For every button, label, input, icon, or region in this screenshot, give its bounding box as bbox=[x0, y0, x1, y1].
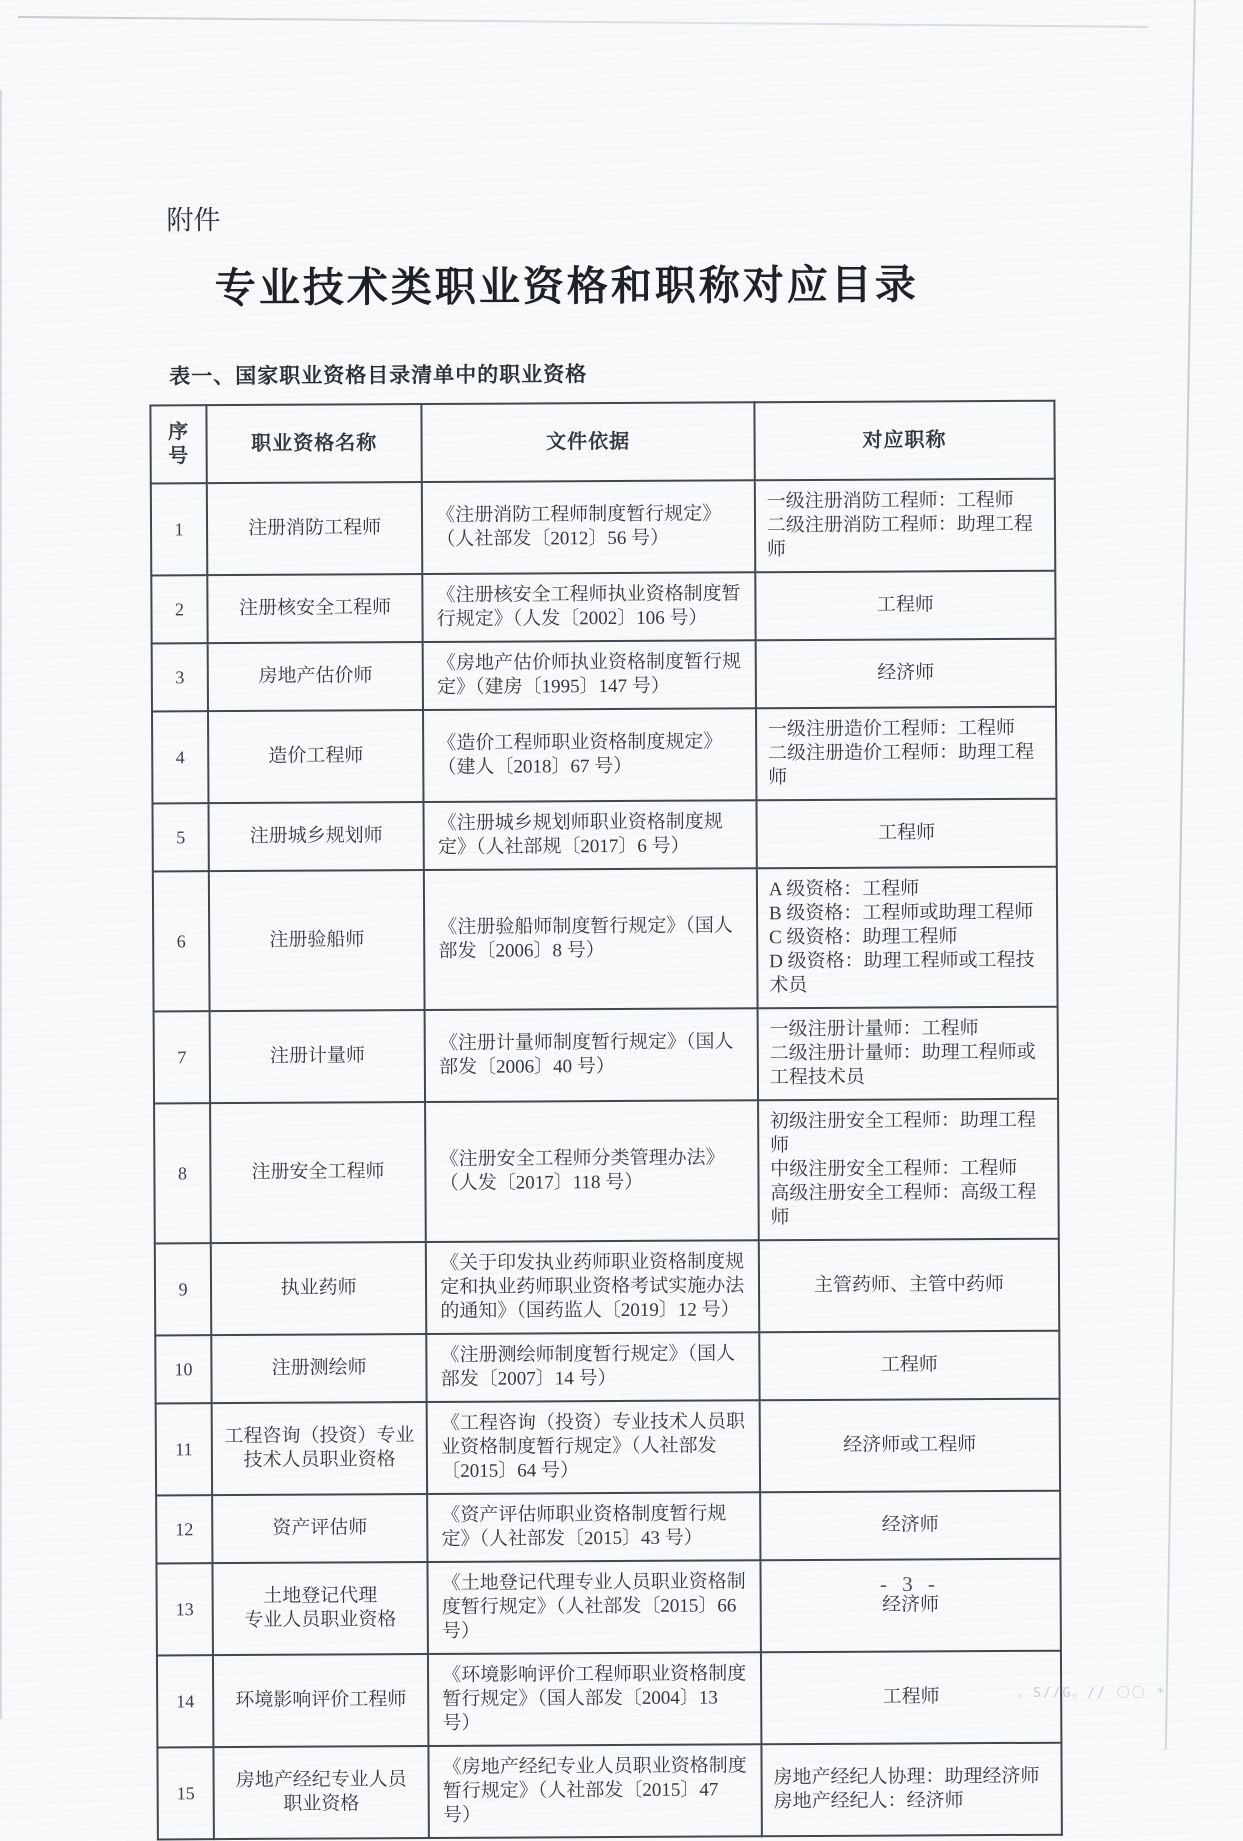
corresponding-title-cell: 工程师 bbox=[755, 571, 1055, 641]
qualification-name-cell: 注册安全工程师 bbox=[210, 1102, 426, 1243]
table-row bbox=[153, 867, 1058, 1012]
attachment-label: 附件 bbox=[166, 205, 221, 236]
table-row bbox=[156, 1491, 1060, 1564]
row-no-cell: 9 bbox=[155, 1243, 212, 1335]
document-basis-cell: 《注册安全工程师分类管理办法》（人发〔2017〕118 号） bbox=[425, 1100, 758, 1242]
table-row bbox=[154, 1007, 1058, 1104]
header-no: 序号 bbox=[150, 405, 206, 483]
corresponding-title-cell: 房地产经纪人协理：助理经济师 房地产经纪人：经济师 bbox=[761, 1743, 1062, 1837]
page-number: - 3 - bbox=[879, 1571, 941, 1597]
row-no-cell: 12 bbox=[156, 1495, 212, 1563]
qualification-name-cell: 土地登记代理 专业人员职业资格 bbox=[213, 1562, 429, 1655]
row-no-cell: 8 bbox=[154, 1103, 211, 1243]
document-basis-cell: 《注册验船师制度暂行规定》（国人部发〔2006〕8 号） bbox=[424, 868, 757, 1010]
qualification-name-cell: 注册核安全工程师 bbox=[207, 574, 422, 643]
qualification-name-cell: 造价工程师 bbox=[208, 710, 424, 803]
qualification-name-cell: 注册测绘师 bbox=[211, 1334, 426, 1403]
qualification-name-cell: 注册城乡规划师 bbox=[209, 802, 424, 871]
header-name: 职业资格名称 bbox=[206, 404, 422, 483]
corresponding-title-cell: 主管药师、主管中药师 bbox=[759, 1239, 1060, 1333]
row-no-cell: 4 bbox=[152, 711, 209, 803]
qualification-name-cell: 注册验船师 bbox=[209, 870, 425, 1011]
qualification-name-cell: 注册计量师 bbox=[210, 1010, 426, 1103]
row-no-cell: 14 bbox=[157, 1655, 214, 1747]
table-row bbox=[156, 1399, 1060, 1496]
qualification-name-cell: 房地产估价师 bbox=[208, 642, 423, 711]
row-no-cell: 6 bbox=[153, 871, 210, 1011]
scan-noise-marks: 。S//G。// 〇〇 * bbox=[1018, 1686, 1167, 1701]
document-basis-cell: 《房地产估价师执业资格制度暂行规定》（建房〔1995〕147 号） bbox=[423, 640, 756, 710]
table-row bbox=[155, 1239, 1059, 1336]
corresponding-title-cell: 一级注册造价工程师：工程师 二级注册造价工程师：助理工程师 bbox=[756, 707, 1057, 801]
row-no-cell: 11 bbox=[156, 1403, 213, 1495]
row-no-cell: 10 bbox=[155, 1335, 211, 1403]
qualification-name-cell: 房地产经纪专业人员 职业资格 bbox=[213, 1746, 429, 1839]
page-title: 专业技术类职业资格和职称对应目录 bbox=[214, 260, 919, 313]
corresponding-title-cell: 经济师或工程师 bbox=[759, 1399, 1060, 1493]
qualification-name-cell: 资产评估师 bbox=[212, 1494, 427, 1563]
qualification-name-cell: 环境影响评价工程师 bbox=[213, 1654, 429, 1747]
row-no-cell: 3 bbox=[152, 643, 208, 711]
table-row bbox=[152, 707, 1056, 804]
qualification-name-cell: 注册消防工程师 bbox=[207, 482, 423, 575]
corresponding-title-cell: 工程师 bbox=[756, 799, 1056, 869]
table-caption: 表一、国家职业资格目录清单中的职业资格 bbox=[169, 362, 588, 389]
header-basis: 文件依据 bbox=[422, 402, 755, 482]
row-no-cell: 15 bbox=[157, 1747, 214, 1839]
corresponding-title-cell: 经济师 bbox=[760, 1491, 1060, 1561]
table-row bbox=[152, 799, 1056, 872]
table-row bbox=[154, 1099, 1059, 1244]
corresponding-title-cell: A 级资格：工程师 B 级资格：工程师或助理工程师 C 级资格：助理工程师 D 级资格：助理工程师或工程技术员 bbox=[757, 867, 1058, 1009]
corresponding-title-cell: 一级注册消防工程师：工程师 二级注册消防工程师：助理工程师 bbox=[755, 479, 1056, 573]
table-row bbox=[155, 1331, 1059, 1404]
row-no-cell: 2 bbox=[151, 575, 207, 643]
header-title: 对应职称 bbox=[754, 401, 1055, 481]
qualification-name-cell: 执业药师 bbox=[211, 1242, 427, 1335]
document-basis-cell: 《注册城乡规划师职业资格制度规定》（人社部规〔2017〕6 号） bbox=[424, 800, 757, 870]
table-row bbox=[157, 1743, 1061, 1840]
table-row bbox=[151, 571, 1055, 644]
document-basis-cell: 《工程咨询（投资）专业技术人员职业资格制度暂行规定》（人社部发〔2015〕64 号） bbox=[427, 1400, 760, 1494]
row-no-cell: 7 bbox=[154, 1011, 211, 1103]
qualification-table bbox=[149, 400, 1063, 1841]
table-header-row bbox=[150, 401, 1054, 484]
document-basis-cell: 《土地登记代理专业人员职业资格制度暂行规定》（人社部发〔2015〕66 号） bbox=[428, 1560, 761, 1654]
document-basis-cell: 《资产评估师职业资格制度暂行规定》（人社部发〔2015〕43 号） bbox=[427, 1492, 760, 1562]
row-no-cell: 5 bbox=[152, 803, 208, 871]
row-no-cell: 13 bbox=[156, 1563, 213, 1655]
corresponding-title-cell: 初级注册安全工程师：助理工程师 中级注册安全工程师：工程师 高级注册安全工程师：高级工程师 bbox=[758, 1099, 1059, 1241]
qualification-name-cell: 工程咨询（投资）专业 技术人员职业资格 bbox=[212, 1402, 428, 1495]
document-basis-cell: 《环境影响评价工程师职业资格制度暂行规定》（国人部发〔2004〕13 号） bbox=[428, 1652, 761, 1746]
corresponding-title-cell: 经济师 bbox=[760, 1559, 1061, 1653]
document-basis-cell: 《注册测绘师制度暂行规定》（国人部发〔2007〕14 号） bbox=[426, 1332, 759, 1402]
document-basis-cell: 《注册计量师制度暂行规定》（国人部发〔2006〕40 号） bbox=[425, 1008, 758, 1102]
corresponding-title-cell: 一级注册计量师：工程师 二级注册计量师：助理工程师或工程技术员 bbox=[757, 1007, 1058, 1101]
document-basis-cell: 《注册消防工程师制度暂行规定》（人社部发〔2012〕56 号） bbox=[422, 480, 755, 574]
table-row bbox=[152, 639, 1056, 712]
document-basis-cell: 《注册核安全工程师执业资格制度暂行规定》（人发〔2002〕106 号） bbox=[422, 572, 755, 642]
table-row bbox=[151, 479, 1055, 576]
table-row bbox=[157, 1651, 1061, 1748]
document-basis-cell: 《房地产经纪专业人员职业资格制度暂行规定》（人社部发〔2015〕47 号） bbox=[429, 1744, 762, 1838]
document-basis-cell: 《造价工程师职业资格制度规定》（建人〔2018〕67 号） bbox=[423, 708, 756, 802]
row-no-cell: 1 bbox=[151, 483, 208, 575]
corresponding-title-cell: 工程师 bbox=[759, 1331, 1059, 1401]
corresponding-title-cell: 工程师 bbox=[761, 1651, 1062, 1745]
corresponding-title-cell: 经济师 bbox=[756, 639, 1056, 709]
document-basis-cell: 《关于印发执业药师职业资格制度规定和执业药师职业资格考试实施办法的通知》（国药监人〔2019〕12 号） bbox=[426, 1240, 759, 1334]
